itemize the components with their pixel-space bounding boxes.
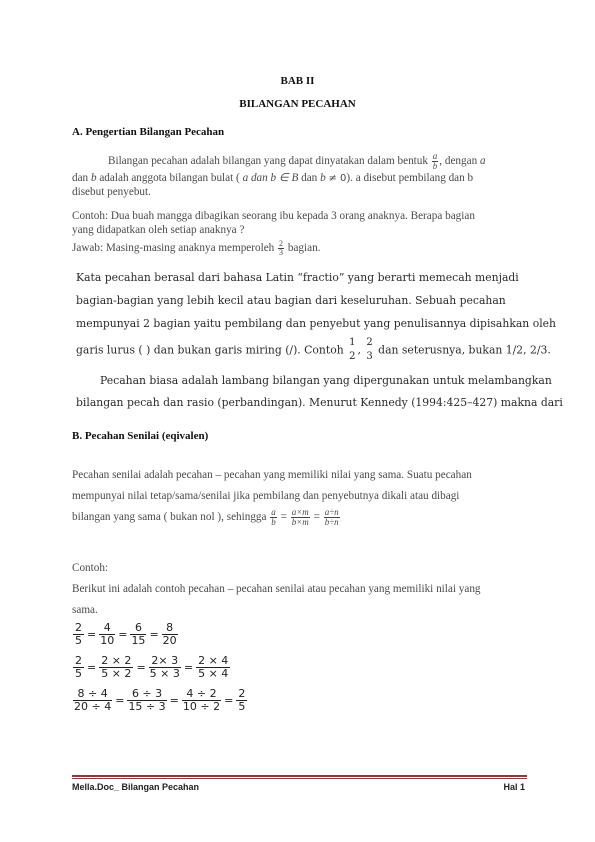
scan-text: garis lurus ( ) dan bukan garis miring (/). Contoh [76, 343, 344, 357]
fraction [99, 622, 115, 647]
definition-text: , dengan [439, 155, 478, 168]
fraction-numerator: 2 × 2 [101, 654, 132, 667]
fraction-numerator: 6 [130, 622, 146, 635]
fraction-numerator: a [432, 151, 438, 161]
equals-sign: = [224, 694, 234, 707]
fraction-numerator: 8 ÷ 4 [73, 688, 112, 701]
fraction-numerator: 1 [349, 337, 356, 348]
fraction-numerator: a [271, 507, 276, 517]
fraction [73, 688, 112, 713]
fraction-denominator: 5 [75, 634, 82, 647]
fraction-numerator: 2 [366, 337, 373, 348]
variable: b [90, 172, 97, 184]
definition-text: dan [301, 172, 318, 184]
definition-fraction [432, 152, 439, 171]
fraction-denominator: 5 [238, 700, 246, 713]
answer-text: bagian. [287, 242, 321, 255]
fraction-denominator: b×m [291, 517, 309, 527]
fraction-numerator: a×m [291, 507, 309, 517]
equals-sign: = [313, 511, 320, 523]
fraction [196, 655, 230, 680]
equals-sign: = [115, 694, 125, 707]
condition: a dan b ∈ B [242, 172, 299, 184]
definition-text: Bilangan pecahan adalah bilangan yang dapat dinyatakan dalam bentuk [108, 155, 428, 168]
section-b-heading: B. Pecahan Senilai (eqivalen) [72, 430, 209, 442]
equals-sign: = [169, 694, 179, 707]
fraction-denominator: 5 × 2 [101, 667, 132, 680]
scan-line-4: garis lurus ( ) dan bukan garis miring (/). Contoh 1 2 , 2 3 dan seterusnya, bukan 1/2, 2/3. [76, 337, 551, 362]
fraction-numerator: 2 [238, 687, 246, 700]
example-label: Contoh: [72, 562, 109, 574]
fraction-numerator: 2 × 4 [198, 654, 229, 667]
chapter-title: BILANGAN PECAHAN [239, 98, 356, 110]
scan-line-1: Kata pecahan berasal dari bahasa Latin “fractio” yang berarti memecah menjadi [76, 271, 519, 284]
fraction-numerator: 4 [99, 622, 115, 635]
equals-sign: = [118, 628, 128, 641]
equals-sign: = [280, 511, 287, 523]
fraction-denominator: 5 × 4 [198, 667, 229, 680]
fraction-numerator: 8 [162, 622, 178, 635]
chapter-number: BAB II [280, 75, 315, 87]
footer-divider [72, 775, 527, 777]
scan-line-6: bilangan pecah dan rasio (perbandingan). Menurut Kennedy (1994:425–427) makna dari [76, 396, 563, 409]
scan-line-3: mempunyai 2 bagian yaitu pembilang dan penyebut yang penulisannya dipisahkan oleh [76, 317, 556, 330]
example-description: Berikut ini adalah contoh pecahan – pecahan senilai atau pecahan yang memiliki nilai yang [72, 583, 481, 595]
fraction-denominator: 3 [366, 351, 373, 362]
fraction-denominator: 15 ÷ 3 [128, 700, 166, 713]
fraction-denominator: 20 [162, 634, 177, 647]
fraction [73, 622, 84, 647]
example-answer [72, 240, 320, 257]
fraction-denominator: 20 ÷ 4 [74, 700, 112, 713]
formula-fraction [291, 508, 310, 527]
section-b-para-1: Pecahan senilai adalah pecahan – pecahan yang memiliki nilai yang sama. Suatu pecahan [72, 469, 472, 481]
fraction [236, 688, 247, 713]
fraction [182, 688, 221, 713]
fraction-denominator: 5 × 3 [149, 667, 180, 680]
definition-line-2 [72, 172, 473, 185]
equals-sign: = [183, 661, 194, 674]
fraction [162, 622, 178, 647]
fraction-numerator: 2 [279, 239, 284, 248]
fraction-denominator: 10 ÷ 2 [182, 700, 221, 713]
answer-fraction [278, 240, 284, 257]
scan-fraction [365, 336, 373, 364]
formula-fraction [270, 508, 277, 527]
fraction-denominator: 3 [279, 248, 284, 257]
example-question-cont: yang didapatkan oleh setiap anaknya ? [72, 224, 245, 236]
answer-text: Jawab: Masing-masing anaknya memperoleh [72, 242, 275, 255]
section-a-heading: A. Pengertian Bilangan Pecahan [72, 126, 225, 138]
fraction-numerator: a÷n [324, 507, 339, 517]
fraction [149, 655, 181, 680]
fraction-numerator: 4 ÷ 2 [182, 688, 221, 701]
equals-sign: = [136, 661, 146, 674]
formula-fraction [324, 508, 340, 527]
definition-text: adalah anggota bilangan bulat ( [99, 172, 240, 184]
scan-line-2: bagian-bagian yang lebih kecil atau bagian dari keseluruhan. Sebuah pecahan [76, 294, 506, 307]
not-equal: ≠ 0 [328, 173, 347, 184]
variable: a [479, 155, 486, 168]
equation-row [72, 688, 248, 713]
equals-sign: = [87, 628, 97, 641]
equation-row [72, 622, 179, 647]
fraction-denominator: 2 [349, 351, 356, 362]
fraction-numerator: 2 [75, 621, 82, 634]
footer-title: Mella.Doc_ Bilangan Pecahan [72, 782, 200, 792]
definition-text: ). a disebut pembilang dan b [346, 172, 474, 184]
fraction-denominator: 15 [131, 634, 146, 647]
scan-line-5: Pecahan biasa adalah lambang bilangan yang dipergunakan untuk melambangkan [100, 374, 552, 387]
fraction [99, 655, 133, 680]
variable: b [320, 172, 326, 184]
fraction-numerator: 2× 3 [149, 655, 181, 668]
example-description-cont: sama. [72, 604, 98, 616]
equals-sign: = [87, 661, 97, 674]
fraction [130, 622, 146, 647]
fraction-numerator: 6 ÷ 3 [127, 688, 166, 701]
fraction-numerator: 2 [75, 654, 82, 667]
definition-line-3: disebut penyebut. [72, 186, 151, 198]
definition-text: dan [72, 172, 89, 184]
scan-fraction [348, 336, 356, 364]
page-number: Hal 1 [503, 782, 525, 792]
section-b-para-2: mempunyai nilai tetap/sama/senilai jika pembilang dan penyebutnya dikali atau dibagi [72, 490, 460, 502]
fraction [127, 688, 166, 713]
equation-row [72, 655, 231, 680]
definition-line-1 [108, 152, 486, 171]
fraction-denominator: 10 [100, 634, 115, 647]
fraction-denominator: b [432, 161, 438, 171]
fraction-denominator: b÷n [324, 517, 339, 527]
section-b-para-3 [72, 508, 341, 527]
equals-sign: = [149, 628, 159, 641]
fraction-denominator: b [271, 517, 276, 527]
fraction [73, 655, 84, 680]
footer-divider-thin [72, 778, 527, 779]
para-text: bilangan yang sama ( bukan nol ), sehingga [72, 511, 267, 523]
scan-text: dan seterusnya, bukan 1/2, 2/3. [378, 343, 551, 357]
fraction-denominator: 5 [75, 667, 82, 680]
example-question: Contoh: Dua buah mangga dibagikan seorang ibu kepada 3 orang anaknya. Berapa bagian [72, 210, 475, 222]
